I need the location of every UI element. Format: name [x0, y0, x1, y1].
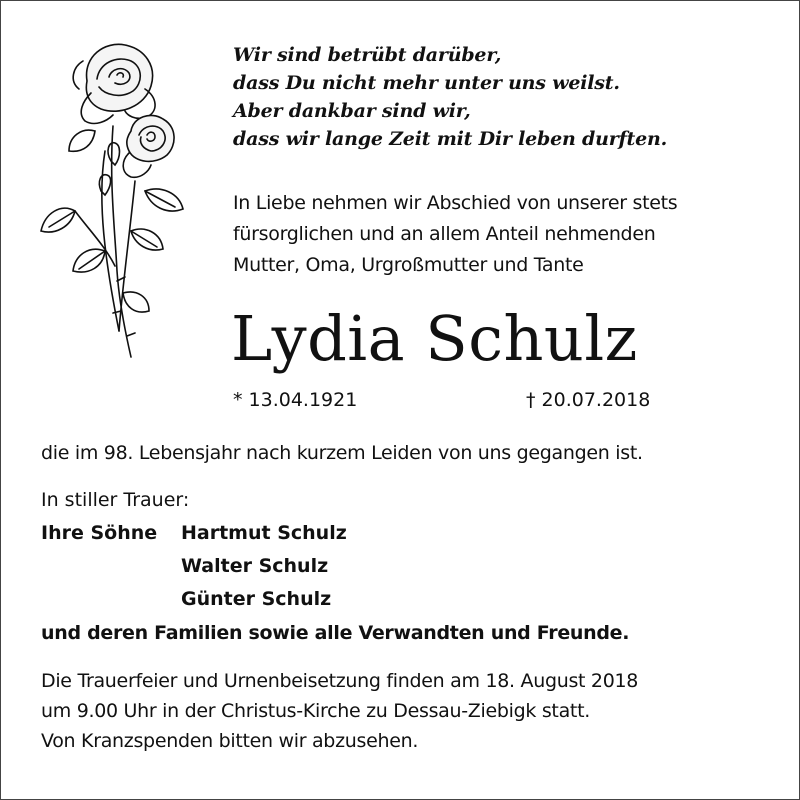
intro-line: fürsorglichen und an allem Anteil nehmenden	[233, 223, 656, 245]
intro-line: In Liebe nehmen wir Abschied von unserer stets	[233, 192, 678, 214]
poem-line: dass Du nicht mehr unter uns weilst.	[233, 72, 620, 94]
ceremony-line: um 9.00 Uhr in der Christus-Kirche zu Dessau-Ziebigk statt.	[41, 700, 590, 722]
mourning-heading: In stiller Trauer:	[41, 489, 190, 511]
death-date: † 20.07.2018	[526, 389, 651, 411]
mourner-name: Walter Schulz	[181, 555, 329, 577]
poem-line: dass wir lange Zeit mit Dir leben durften.	[233, 128, 668, 150]
poem	[233, 41, 667, 153]
birth-date: * 13.04.1921	[233, 389, 358, 411]
ceremony-line: Von Kranzspenden bitten wir abzusehen.	[41, 730, 419, 752]
rose-icon	[35, 31, 185, 361]
deceased-name: Lydia Schulz	[231, 302, 638, 375]
intro-text	[233, 188, 677, 281]
ceremony-line: Die Trauerfeier und Urnenbeisetzung finden am 18. August 2018	[41, 670, 639, 692]
passing-text: die im 98. Lebensjahr nach kurzem Leiden von uns gegangen ist.	[41, 442, 643, 464]
mourner-name: Hartmut Schulz	[181, 522, 347, 544]
ceremony-text	[41, 666, 638, 756]
intro-line: Mutter, Oma, Urgroßmutter und Tante	[233, 254, 584, 276]
poem-line: Aber dankbar sind wir,	[233, 100, 471, 122]
mourner-row	[41, 519, 347, 548]
families-text: und deren Familien sowie alle Verwandten und Freunde.	[41, 622, 630, 644]
relation-label: Ihre Söhne	[41, 522, 158, 544]
mourner-name: Günter Schulz	[181, 588, 332, 610]
poem-line: Wir sind betrübt darüber,	[233, 44, 502, 66]
